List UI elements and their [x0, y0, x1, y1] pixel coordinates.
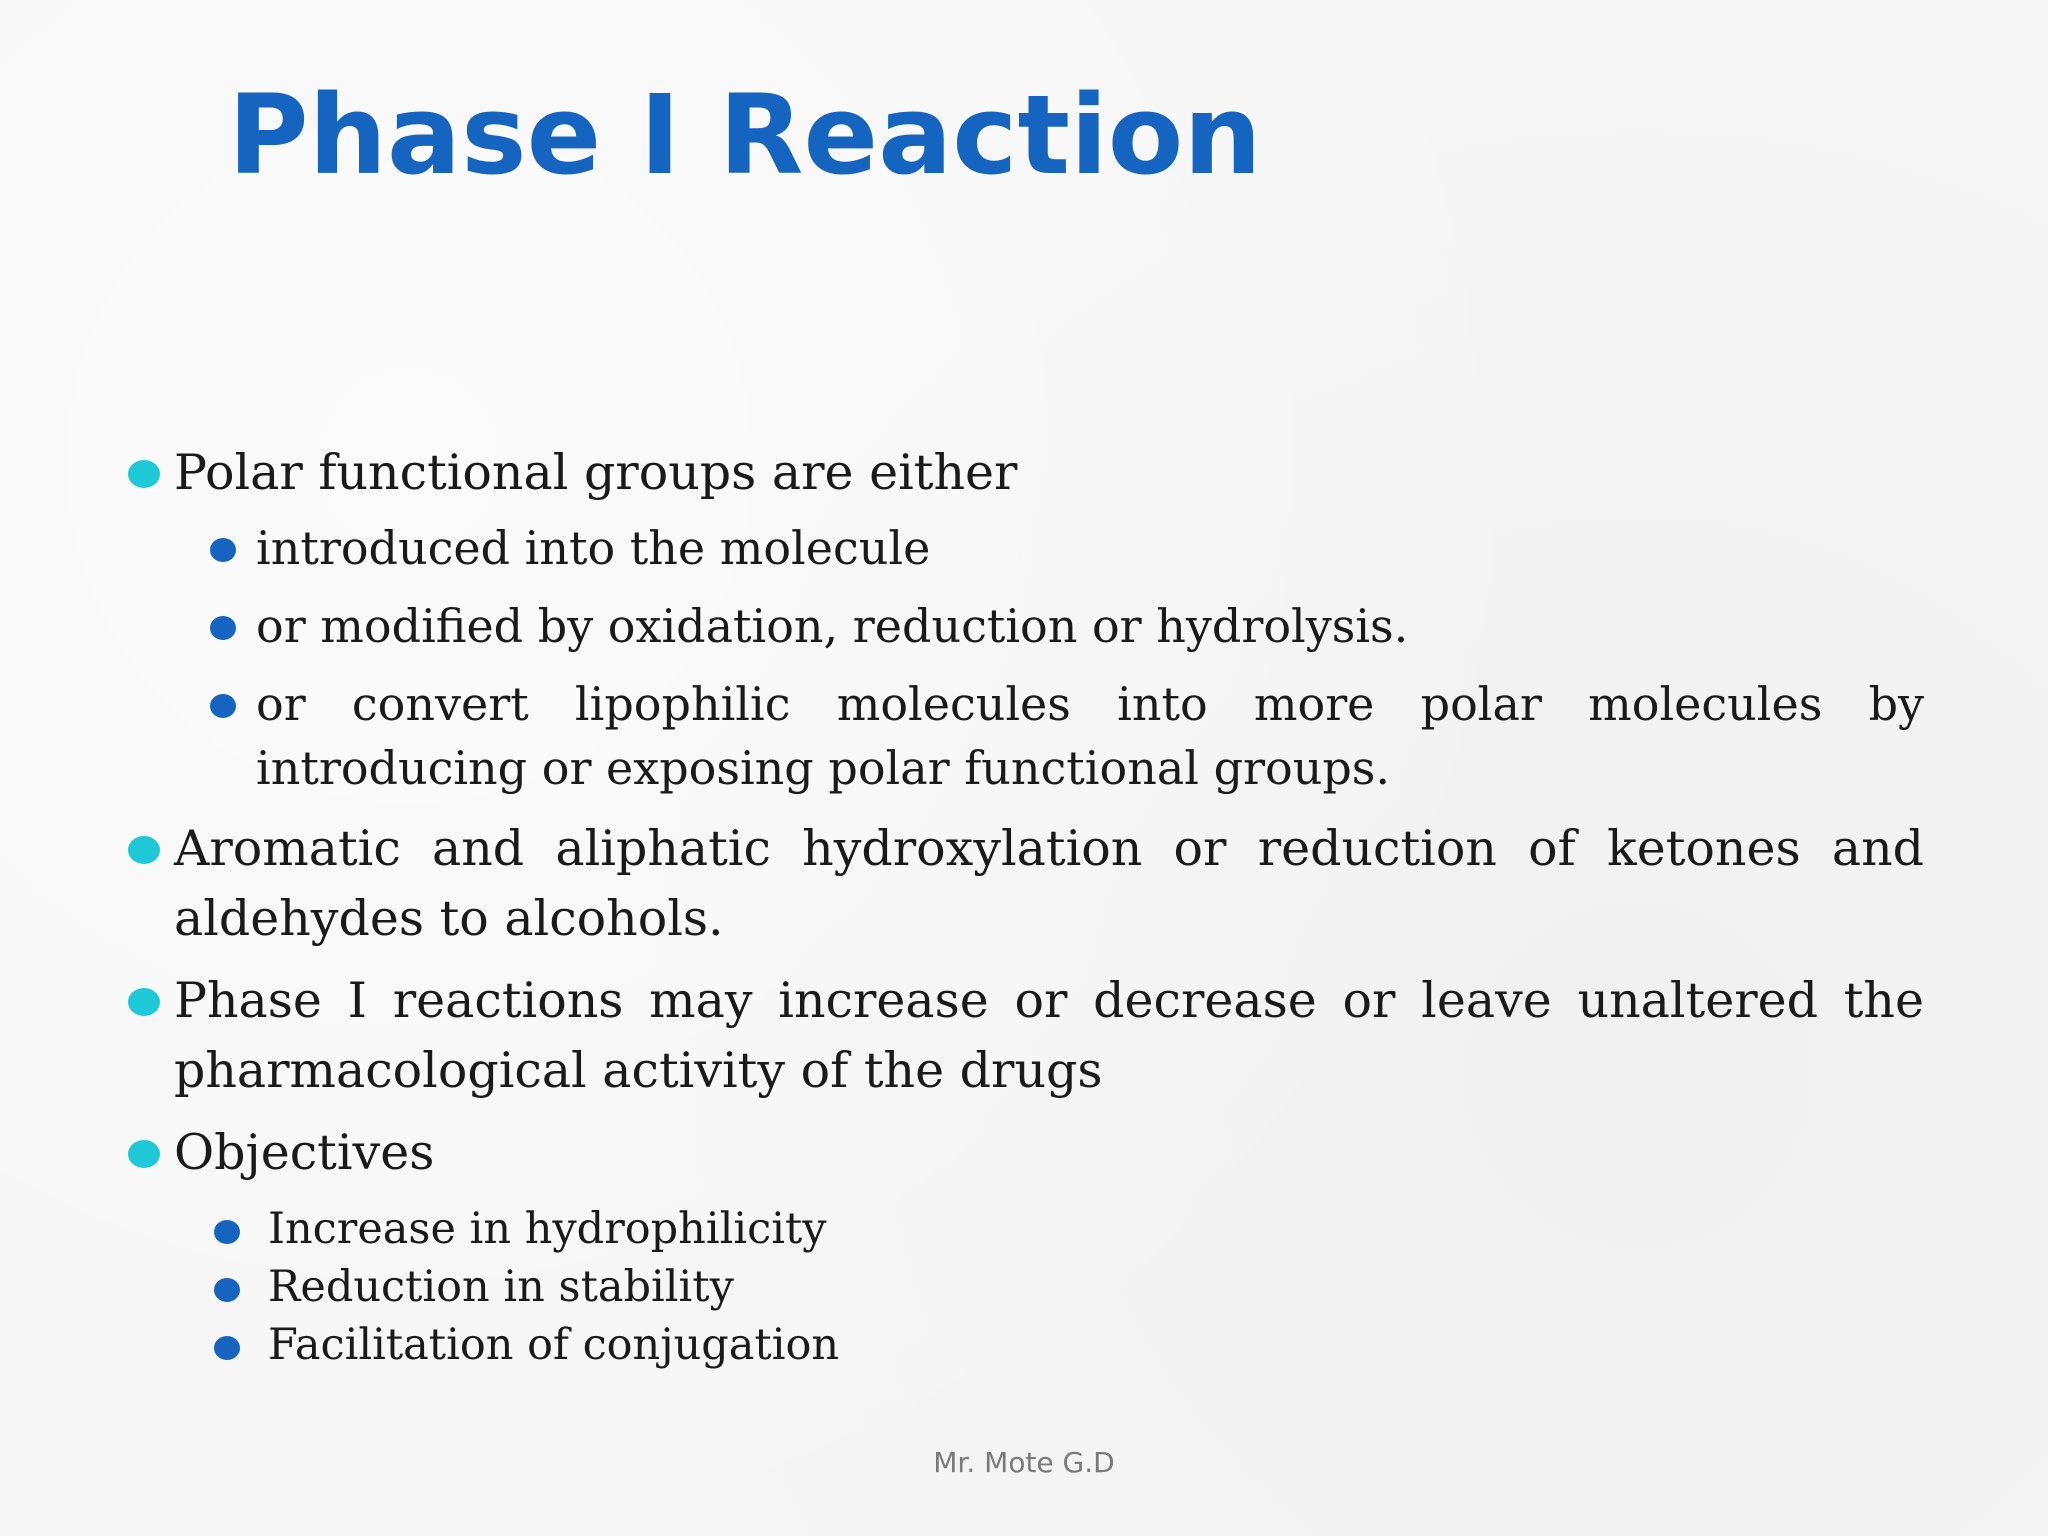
sub-bullet-item [214, 1316, 1924, 1374]
slide-title: Phase I Reaction [228, 71, 1262, 199]
bullet-text: Polar functional groups are either [174, 444, 1018, 501]
sub-bullet-text: Reduction in stability [268, 1262, 734, 1312]
sub-bullet-dot-icon [210, 694, 236, 718]
sub-bullet-text: or convert lipophilic molecules into more polar molecules by introducing or exposing polar functional groups. [256, 677, 1924, 795]
bullet-list [128, 438, 1924, 1374]
bullet-text: Aromatic and aliphatic hydroxylation or reduction of ketones and aldehydes to alcohols. [174, 820, 1924, 947]
bullet-dot-icon [128, 836, 160, 864]
bullet-item [128, 814, 1924, 954]
footer-author: Mr. Mote G.D [933, 1446, 1115, 1479]
sub-bullet-item [210, 672, 1924, 800]
sub-bullet-text: introduced into the molecule [256, 521, 931, 575]
sub-bullet-item [214, 1258, 1924, 1316]
bullet-text: Phase I reactions may increase or decrease or leave unaltered the pharmacological activity of the drugs [174, 972, 1924, 1099]
bullet-dot-icon [128, 1140, 160, 1168]
sub-bullet-text: Facilitation of conjugation [268, 1320, 840, 1370]
bullet-dot-icon [128, 460, 160, 488]
sub-bullet-item [214, 1200, 1924, 1258]
sub-bullet-text: or modified by oxidation, reduction or hydrolysis. [256, 599, 1409, 653]
sub-bullet-dot-icon [214, 1336, 240, 1360]
sub-bullet-text: Increase in hydrophilicity [268, 1204, 827, 1254]
sub-bullet-dot-icon [214, 1220, 240, 1244]
bullet-item [128, 966, 1924, 1106]
bullet-text: Objectives [174, 1124, 435, 1181]
sub-bullet-item [210, 516, 1924, 580]
sub-bullet-dot-icon [210, 538, 236, 562]
sub-bullet-item [210, 594, 1924, 658]
sub-bullet-dot-icon [214, 1278, 240, 1302]
bullet-dot-icon [128, 988, 160, 1016]
bullet-item [128, 438, 1924, 508]
sub-bullet-dot-icon [210, 616, 236, 640]
bullet-item [128, 1118, 1924, 1188]
